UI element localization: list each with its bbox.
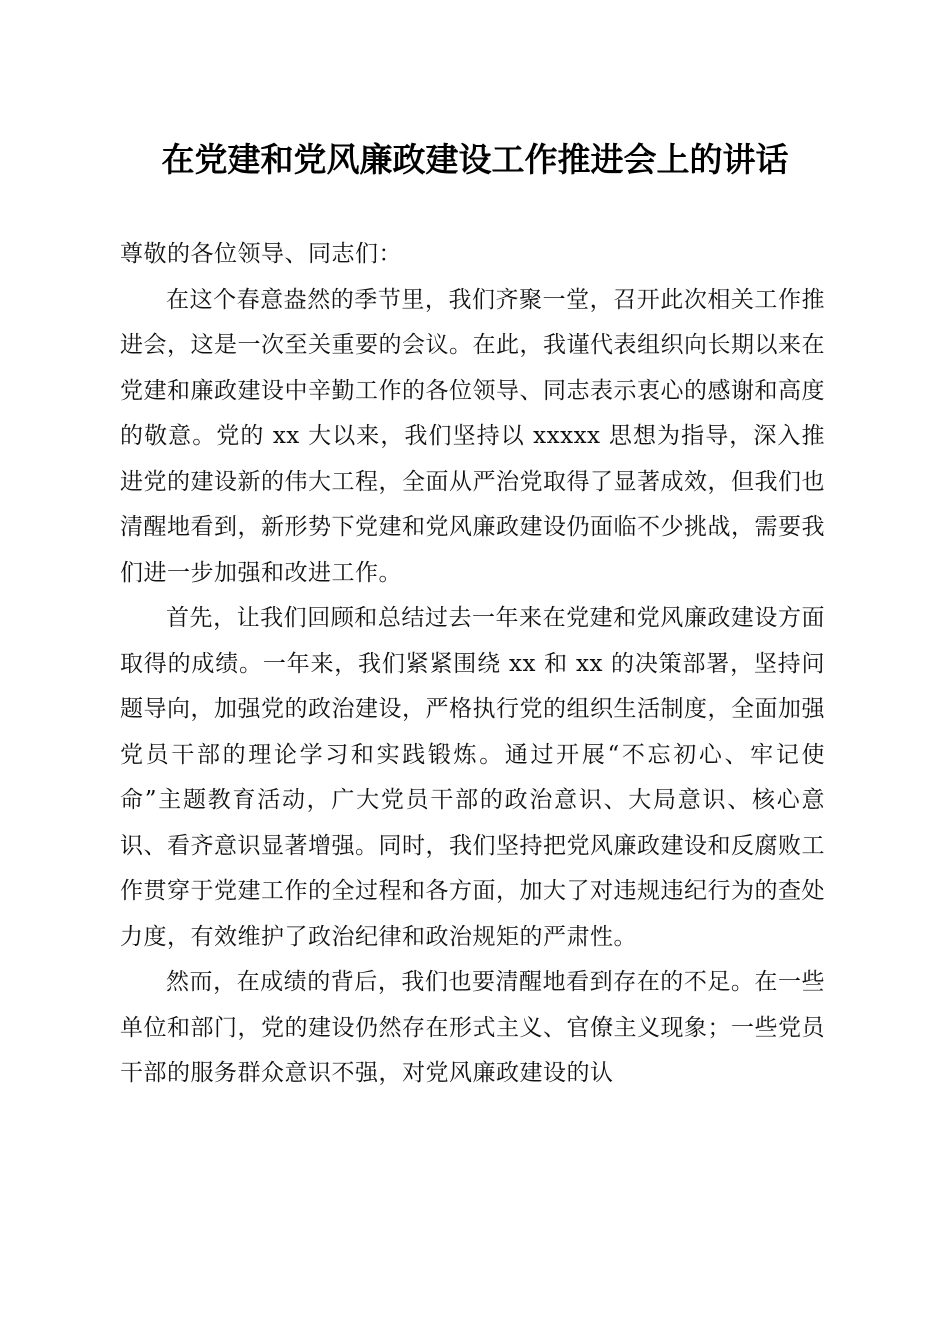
paragraph: 在这个春意盎然的季节里，我们齐聚一堂，召开此次相关工作推进会，这是一次至关重要的会议。在此，我谨代表组织向长期以来在党建和廉政建设中辛勤工作的各位领导、同志表示衷心的感谢和高度的敬意。党的 xx 大以来，我们坚持以 xxxxx 思想为指导，深入推进党的建设新的伟大工程，全面从严治党取得了显著成效，但我们也清醒地看到，新形势下党建和党风廉政建设仍面临不少挑战，需要我们进一步加强和改进工作。 bbox=[120, 286, 825, 586]
paragraph: 然而，在成绩的背后，我们也要清醒地看到存在的不足。在一些单位和部门，党的建设仍然存在形式主义、官僚主义现象；一些党员干部的服务群众意识不强，对党风廉政建设的认 bbox=[120, 969, 825, 1086]
document-body bbox=[120, 232, 825, 1097]
paragraph: 首先，让我们回顾和总结过去一年来在党建和党风廉政建设方面取得的成绩。一年来，我们紧紧围绕 xx 和 xx 的决策部署，坚持问题导向，加强党的政治建设，严格执行党的组织生活制度，全面加强党员干部的理论学习和实践锻炼。通过开展“不忘初心、牢记使命”主题教育活动，广大党员干部的政治意识、大局意识、核心意识、看齐意识显著增强。同时，我们坚持把党风廉政建设和反腐败工作贯穿于党建工作的全过程和各方面，加大了对违规违纪行为的查处力度，有效维护了政治纪律和政治规矩的严肃性。 bbox=[120, 605, 825, 950]
document-title: 在党建和党风廉政建设工作推进会上的讲话 bbox=[161, 140, 789, 179]
salutation: 尊敬的各位领导、同志们： bbox=[120, 241, 402, 267]
